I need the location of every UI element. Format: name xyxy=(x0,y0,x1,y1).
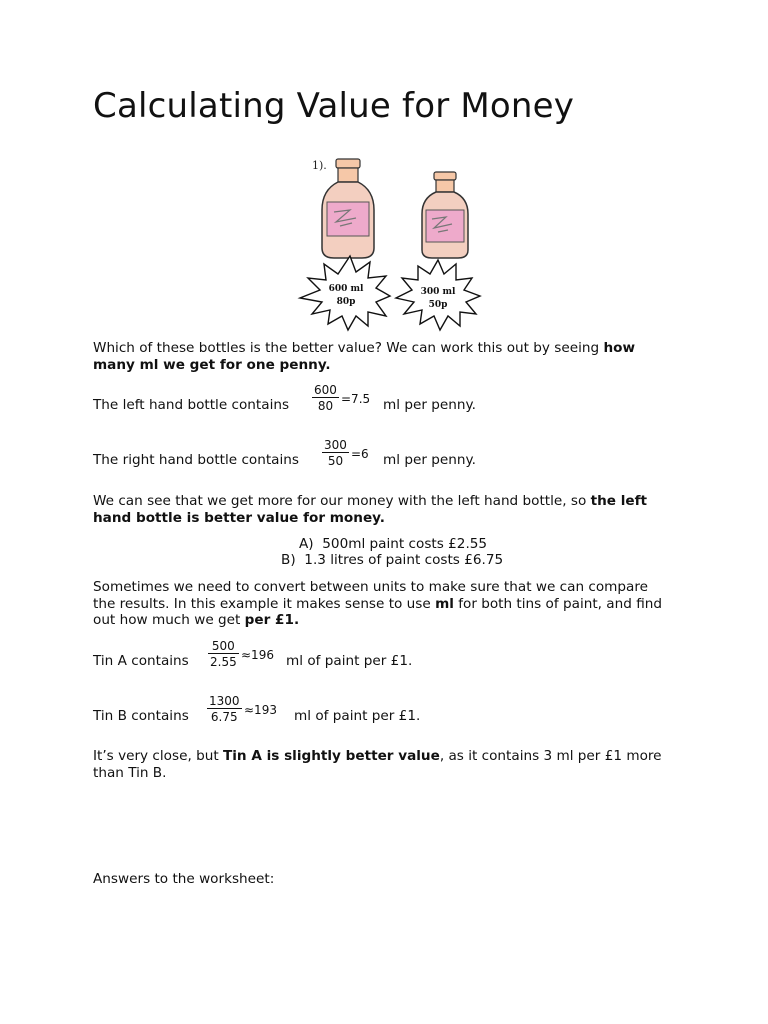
units-bold-2: per £1. xyxy=(244,612,300,628)
left-bottle-volume: 600 ml xyxy=(328,284,364,294)
units-text-1: Sometimes we need to convert between units to make sure that we can compare the results. In this example it makes sense to use xyxy=(93,579,649,612)
left-calc-result: =7.5 xyxy=(341,392,371,406)
intro-paragraph xyxy=(93,340,673,373)
left-calc-prefix: The left hand bottle contains xyxy=(93,397,290,413)
right-calc-suffix: ml per penny. xyxy=(383,452,476,468)
page-title: Calculating Value for Money xyxy=(93,86,575,126)
tin-b-numerator: 1300 xyxy=(209,694,240,708)
left-price-starburst xyxy=(300,256,390,330)
left-calc-denominator: 80 xyxy=(312,397,339,413)
right-calc-prefix: The right hand bottle contains xyxy=(93,452,299,468)
tin-b-prefix: Tin B contains xyxy=(93,708,189,724)
tin-b-denominator: 6.75 xyxy=(207,708,242,724)
final-bold: Tin A is slightly better value xyxy=(222,748,440,764)
final-text-2: , as it contains 3 ml per £1 more than Tin B. xyxy=(93,748,662,781)
final-text-1: It’s very close, but xyxy=(93,748,223,764)
tin-a-numerator: 500 xyxy=(211,639,235,653)
tin-a-prefix: Tin A contains xyxy=(93,653,189,669)
left-bottle-price: 80p xyxy=(336,297,356,307)
conclusion-bold: the left hand bottle is better value for money. xyxy=(93,493,648,526)
tin-b-fraction xyxy=(207,694,242,724)
list-marker-b: B) xyxy=(281,552,296,568)
left-calc-fraction xyxy=(312,383,339,413)
bottles-illustration xyxy=(290,150,490,332)
units-bold-1: ml xyxy=(435,595,454,612)
tin-a-denominator: 2.55 xyxy=(210,655,237,669)
final-conclusion-paragraph xyxy=(93,748,663,781)
figure-number: 1). xyxy=(312,159,327,172)
units-paragraph xyxy=(93,579,673,629)
list-marker-a: A) xyxy=(299,536,314,552)
intro-bold: how many ml we get for one penny. xyxy=(93,340,636,373)
right-bottle xyxy=(422,172,468,258)
right-bottle-volume: 300 ml xyxy=(420,287,456,297)
answers-heading: Answers to the worksheet: xyxy=(93,871,275,887)
left-bottle xyxy=(322,159,374,258)
left-calc-suffix: ml per penny. xyxy=(383,397,476,413)
tin-a-suffix: ml of paint per £1. xyxy=(286,653,413,669)
conclusion-text: We can see that we get more for our money with the left hand bottle, so xyxy=(93,493,591,509)
list-text-a: 500ml paint costs £2.55 xyxy=(322,536,488,552)
right-calc-denominator: 50 xyxy=(322,452,349,468)
tin-b-result: ≈193 xyxy=(244,703,277,717)
tin-a-result: ≈196 xyxy=(241,648,274,662)
list-text-b: 1.3 litres of paint costs £6.75 xyxy=(304,552,504,568)
left-calc-numerator: 600 xyxy=(314,383,337,397)
right-calc-fraction xyxy=(322,438,349,468)
bottles-figure xyxy=(290,150,490,332)
right-price-starburst xyxy=(396,260,480,330)
right-calc-result: =6 xyxy=(351,447,369,461)
units-text-2: for both tins of paint, and find out how much we get xyxy=(93,595,663,628)
tin-a-fraction xyxy=(208,639,239,669)
right-calc-numerator: 300 xyxy=(324,438,347,452)
intro-text: Which of these bottles is the better value? We can work this out by seeing xyxy=(93,340,604,356)
list-item-b xyxy=(281,552,503,568)
conclusion-paragraph xyxy=(93,493,673,526)
list-item-a xyxy=(299,536,487,552)
tin-b-suffix: ml of paint per £1. xyxy=(294,708,421,724)
right-bottle-price: 50p xyxy=(428,300,448,310)
